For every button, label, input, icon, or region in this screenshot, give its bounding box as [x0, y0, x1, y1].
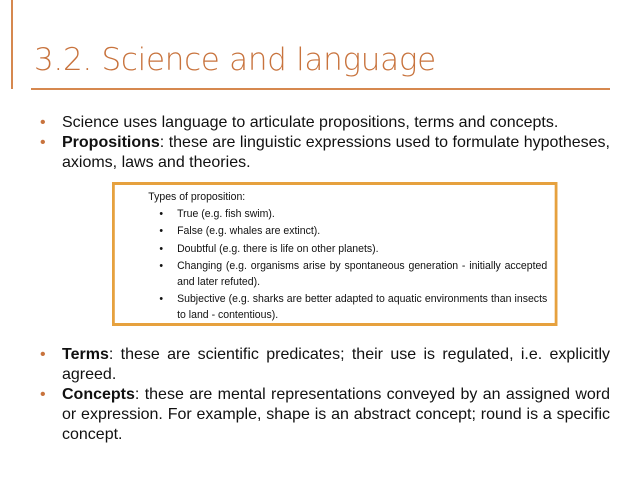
- type-item-doubtful: • Doubtful (e.g. there is life on other planets).: [148, 242, 547, 258]
- type-item-true: • True (e.g. fish swim).: [148, 207, 547, 223]
- bullet-text: Science uses language to articulate propositions, terms and concepts.: [62, 114, 559, 131]
- title-underline: [31, 88, 610, 90]
- bullet-text: : these are scientific predicates; their use is regulated, i.e. explicitly agreed.: [62, 346, 610, 383]
- proposition-types-box: [112, 182, 557, 326]
- left-accent-rule: [11, 0, 13, 89]
- bottom-bullet-list: [40, 345, 610, 445]
- bullet-text: : these are linguistic expressions used to formulate hypotheses, axioms, laws and theories.: [62, 134, 610, 171]
- bullet-bold: Propositions: [62, 134, 160, 151]
- box-heading: Types of proposition:: [148, 191, 246, 203]
- type-item-changing: • Changing (e.g. organisms arise by spontaneous generation - initially accepted and later refuted).: [148, 259, 547, 290]
- top-bullet-list: [40, 113, 610, 173]
- slide-title: 3.2. Science and language: [34, 42, 436, 78]
- bullet-bold: Concepts: [62, 386, 135, 403]
- proposition-types-list: [148, 207, 547, 324]
- bullet-propositions: [40, 133, 610, 173]
- bullet-text: : these are mental representations conveyed by an assigned word or expression. For example, shape is an abstract concept; round is a specific concept.: [62, 386, 610, 443]
- bullet-concepts: [40, 385, 610, 445]
- type-item-false: • False (e.g. whales are extinct).: [148, 224, 547, 240]
- bullet-science-language: [40, 113, 610, 133]
- bullet-terms: [40, 345, 610, 385]
- bullet-bold: Terms: [62, 346, 109, 363]
- type-item-subjective: • Subjective (e.g. sharks are better adapted to aquatic environments than insects to land - contentious).: [148, 292, 547, 323]
